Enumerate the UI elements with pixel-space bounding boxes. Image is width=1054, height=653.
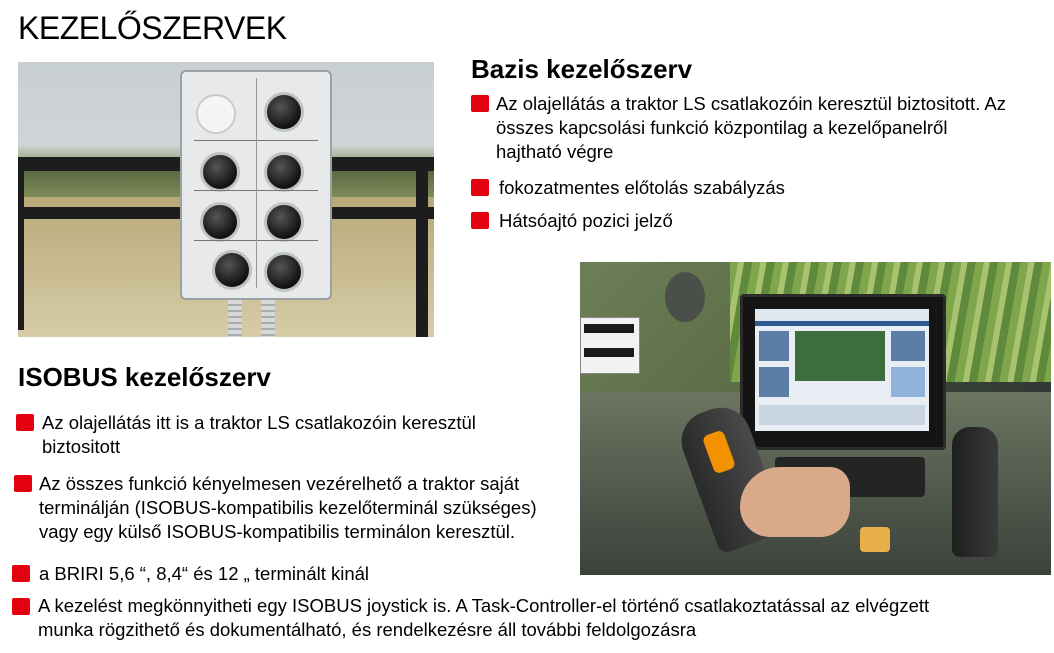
isobus-bullet-3-line-1: a BRIRI 5,6 “, 8,4“ és 12 „ terminált kinál	[39, 563, 370, 584]
bazis-bullet-2-line-1: fokozatmentes előtolás szabályzás	[499, 177, 785, 198]
bazis-bullet-1-line-2: összes kapcsolási funkció központilag a kezelőpanelről	[496, 117, 948, 138]
isobus-bullet-2-line-2: terminálján (ISOBUS-kompatibilis kezelőterminál szükséges)	[39, 497, 537, 518]
bazis-bullet-1-line-3: hajtható végre	[496, 141, 614, 162]
control-panel-photo	[18, 62, 434, 337]
isobus-bullet-4	[12, 594, 1052, 642]
isobus-bullet-4-line-1: A kezelést megkönnyitheti egy ISOBUS joystick is. A Task-Controller-el történő csatlakoztatással az elvégzett	[38, 595, 930, 616]
tractor-terminal-photo	[580, 262, 1051, 575]
bazis-bullet-3	[471, 209, 1051, 233]
isobus-heading: ISOBUS kezelőszerv	[18, 362, 271, 392]
isobus-bullet-2-line-3: vagy egy külső ISOBUS-kompatibilis terminálon keresztül.	[39, 521, 516, 542]
bazis-bullet-1	[471, 92, 1051, 164]
bazis-heading: Bazis kezelőszerv	[471, 54, 693, 84]
isobus-bullet-1	[16, 411, 576, 459]
bazis-bullet-2	[471, 176, 1051, 200]
isobus-bullet-4-line-2: munka rögzithető és dokumentálható, és rendelkezésre áll további feldolgozásra	[38, 619, 697, 640]
isobus-bullet-2-line-1: Az összes funkció kényelmesen vezérelhető a traktor saját	[39, 473, 520, 494]
terminal-screen	[740, 294, 946, 450]
page-title: KEZELŐSZERVEK	[18, 10, 287, 46]
isobus-joystick	[952, 427, 998, 557]
isobus-bullet-1-line-2: biztositott	[42, 436, 121, 457]
isobus-bullet-1-line-1: Az olajellátás itt is a traktor LS csatlakozóin keresztül	[42, 412, 476, 433]
isobus-bullet-2	[14, 472, 579, 544]
isobus-bullet-3	[12, 562, 572, 586]
bazis-bullet-3-line-1: Hátsóajtó pozici jelző	[499, 210, 673, 231]
bazis-bullet-1-line-1: Az olajellátás a traktor LS csatlakozóin keresztül biztositott. Az	[496, 93, 1007, 114]
